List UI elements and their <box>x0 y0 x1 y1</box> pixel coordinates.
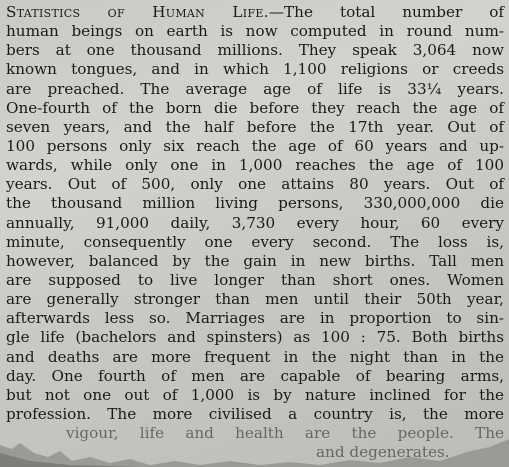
article-line: profession. The more civilised a country is, the more <box>6 404 504 423</box>
article-line: vigour, life and health are the people. The <box>66 424 504 443</box>
article-line: and deaths are more frequent in the night than in the <box>6 347 504 366</box>
article-line: are generally stronger than men until their 50th year, <box>6 290 504 309</box>
article-text <box>6 3 504 462</box>
article-line: One-fourth of the born die before they reach the age of <box>6 98 504 117</box>
article-line: human beings on earth is now computed in round num- <box>6 22 504 41</box>
article-line: 100 persons only six reach the age of 60 years and up- <box>6 136 504 155</box>
article-line: but not one out of 1,000 is by nature inclined for the <box>6 385 504 404</box>
article-line: known tongues, and in which 1,100 religions or creeds <box>6 60 504 79</box>
article-line: gle life (bachelors and spinsters) as 100 : 75. Both births <box>6 328 504 347</box>
article-line: years. Out of 500, only one attains 80 years. Out of <box>6 175 504 194</box>
article-line <box>6 3 504 22</box>
article-line: however, balanced by the gain in new births. Tall men <box>6 251 504 270</box>
article-line: afterwards less so. Marriages are in proportion to sin- <box>6 309 504 328</box>
article-line-segment: —The total number of <box>268 3 504 21</box>
article-line: are preached. The average age of life is 33¼ years. <box>6 79 504 98</box>
article-line: minute, consequently one every second. The loss is, <box>6 232 504 251</box>
article-line: are supposed to live longer than short ones. Women <box>6 270 504 289</box>
article-line: wards, while only one in 1,000 reaches the age of 100 <box>6 156 504 175</box>
article-line: and degenerates. <box>316 443 450 462</box>
article-line: annually, 91,000 daily, 3,730 every hour, 60 every <box>6 213 504 232</box>
article-line: seven years, and the half before the 17th year. Out of <box>6 117 504 136</box>
article-line: the thousand million living persons, 330,000,000 die <box>6 194 504 213</box>
article-title: Statistics of Human Life. <box>6 3 269 21</box>
article-line: day. One fourth of men are capable of bearing arms, <box>6 366 504 385</box>
article-line: bers at one thousand millions. They speak 3,064 now <box>6 41 504 60</box>
torn-paper-edge <box>0 427 509 467</box>
